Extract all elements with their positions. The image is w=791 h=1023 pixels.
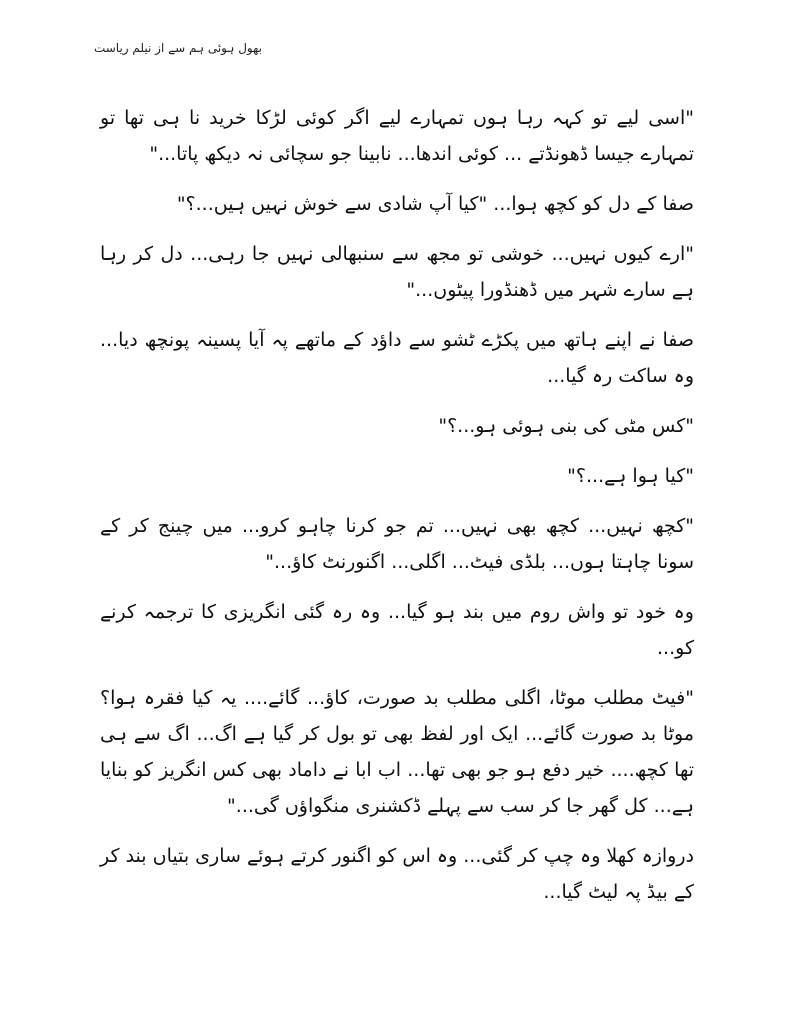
running-header: بھول ہوئی ہم سے از نیلم ریاست — [93, 41, 262, 55]
paragraph-5: "کس مٹی کی بنی ہوئی ہو...؟" — [438, 415, 694, 437]
paragraph-6: "کیا ہوا ہے...؟" — [567, 465, 694, 487]
story-body — [100, 100, 694, 924]
paragraph-4: صفا نے اپنے ہاتھ میں پکڑے ٹشو سے داؤد کے ماتھے پہ آیا پسینہ پونچھ دیا... وہ ساکت رہ گیا... — [100, 329, 694, 387]
paragraph-10: دروازہ کھلا وہ چپ کر گئی... وہ اس کو اگنور کرتے ہوئے ساری بتیاں بند کر کے بیڈ پہ لیٹ گیا... — [100, 845, 694, 903]
paragraph-9: "فیٹ مطلب موٹا، اگلی مطلب بد صورت، کاؤ... گائے.... یہ کیا فقرہ ہوا؟ موٹا بد صورت گائے... ایک اور لفظ بھی تو بول کر گیا ہے اگ... اگ سے ہی تھا کچھ.... خیر دفع ہو جو بھی تھا... اب ابا نے داماد بھی کس انگریز کو بنایا ہے... کل گھر جا کر سب سے پہلے ڈکشنری منگواؤں گی..." — [100, 687, 694, 817]
paragraph-1: "اسی لیے تو کہہ رہا ہوں تمہارے لیے اگر کوئی لڑکا خرید نا ہی تھا تو تمہارے جیسا ڈھونڈتے ... کوئی اندھا... نابینا جو سچائی نہ دیکھ پاتا..." — [100, 107, 694, 165]
paragraph-3: "ارے کیوں نہیں... خوشی تو مجھ سے سنبھالی نہیں جا رہی... دل کر رہا ہے سارے شہر میں ڈھنڈورا پیٹوں..." — [100, 243, 694, 301]
paragraph-7: "کچھ نہیں... کچھ بھی نہیں... تم جو کرنا چاہو کرو... میں چینج کر کے سونا چاہتا ہوں... بلڈی فیٹ... اگلی... اگنورنٹ کاؤ..." — [100, 515, 694, 573]
paragraph-2: صفا کے دل کو کچھ ہوا... "کیا آپ شادی سے خوش نہیں ہیں...؟" — [176, 193, 694, 215]
paragraph-8: وہ خود تو واش روم میں بند ہو گیا... وہ رہ گئی انگریزی کا ترجمہ کرنے کو... — [100, 601, 694, 659]
